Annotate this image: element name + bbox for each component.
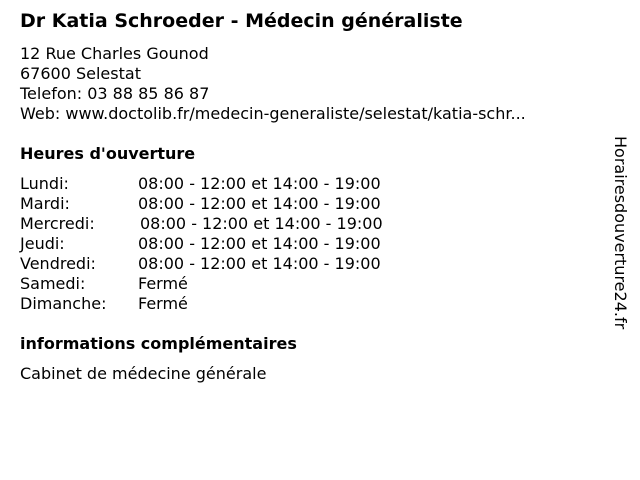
day-label: Jeudi: [20, 234, 65, 253]
hours-value: 08:00 - 12:00 et 14:00 - 19:00 [138, 254, 381, 273]
additional-info-text: Cabinet de médecine générale [20, 364, 267, 383]
page-title: Dr Katia Schroeder - Médecin généraliste [20, 10, 463, 32]
additional-info-heading: informations complémentaires [20, 334, 297, 353]
address-street: 12 Rue Charles Gounod [20, 44, 209, 63]
day-label: Mardi: [20, 194, 70, 213]
hours-value: 08:00 - 12:00 et 14:00 - 19:00 [138, 174, 381, 193]
site-watermark: Horairesdouverture24.fr [611, 136, 630, 330]
hours-value: 08:00 - 12:00 et 14:00 - 19:00 [138, 234, 381, 253]
address-city: 67600 Selestat [20, 64, 141, 83]
website-link: Web: www.doctolib.fr/medecin-generaliste/selestat/katia-schr... [20, 104, 526, 123]
hours-value: 08:00 - 12:00 et 14:00 - 19:00 [140, 214, 383, 233]
hours-value: 08:00 - 12:00 et 14:00 - 19:00 [138, 194, 381, 213]
opening-hours-heading: Heures d'ouverture [20, 144, 196, 163]
phone-number: Telefon: 03 88 85 86 87 [20, 84, 210, 103]
day-label: Dimanche: [20, 294, 107, 313]
day-label: Lundi: [20, 174, 69, 193]
hours-value: Fermé [138, 294, 188, 313]
day-label: Samedi: [20, 274, 86, 293]
day-label: Mercredi: [20, 214, 95, 233]
day-label: Vendredi: [20, 254, 96, 273]
hours-value: Fermé [138, 274, 188, 293]
